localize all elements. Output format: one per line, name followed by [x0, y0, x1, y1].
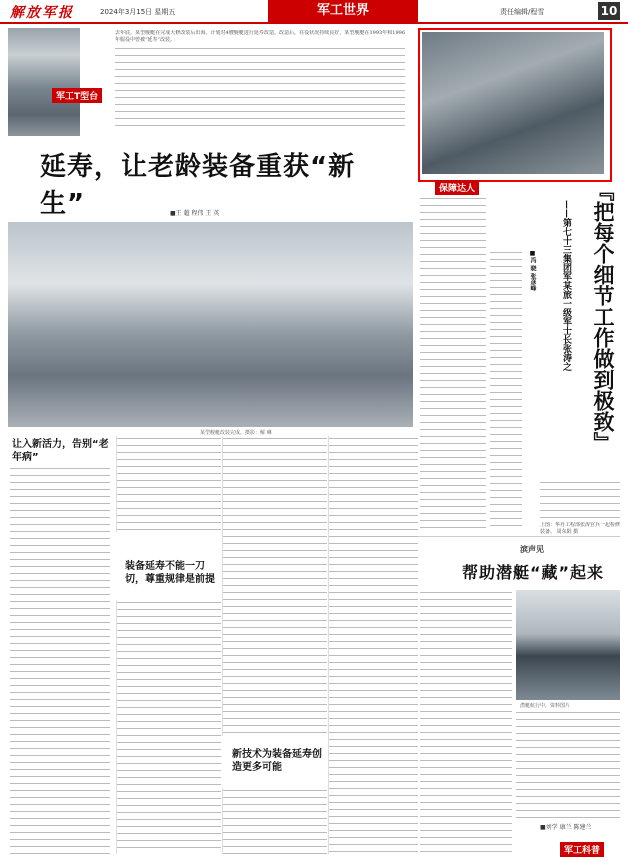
intro-paragraph: 去年底，某型舰艇在完成大修改装后出海，计划对4艘舰艇进行延寿改造。改造后，在役状况持续良好，某型舰艇在1993年和1996年服役中曾被“延寿”改装。 — [115, 30, 405, 43]
intro-photo — [8, 28, 80, 136]
feature-byline: ■王 超 程伟 王 英 — [170, 210, 220, 217]
bottom-text-col-2 — [516, 710, 620, 820]
profile-text-col-2 — [490, 250, 522, 532]
bottom-text-col-1 — [420, 590, 512, 854]
profile-photo — [422, 32, 604, 174]
ship-photo-caption: 某型舰艇改装完成。摄影：解 琳 — [200, 430, 272, 436]
submarine-caption: 潜艇航行中。资料图片 — [520, 703, 571, 709]
feature-headline: 延寿，让老龄装备重获“新生” — [40, 152, 356, 219]
page-number: 10 — [598, 2, 620, 20]
profile-subtitle: ——第七十三集团军某旅一级军士长张涛之 — [561, 200, 571, 371]
bottom-headline: 帮助潜艇“藏”起来 — [462, 563, 605, 582]
article-column-2b — [116, 600, 221, 854]
bottom-tag: 军工科普 — [560, 842, 604, 857]
ship-photo — [8, 222, 413, 427]
submarine-photo — [516, 590, 620, 700]
bottom-author: ■刘学 康兰 陈建兰 — [540, 824, 592, 831]
profile-title: 『把每个细节工作做到极致』 — [591, 180, 615, 453]
article-column-3 — [222, 436, 327, 736]
issue-date: 2024年3月15日 星期五 — [100, 8, 176, 16]
profile-text-col-3 — [540, 480, 620, 520]
profile-tag: 保障达人 — [435, 180, 479, 195]
subhead-2: 装备延寿不能一刀切，尊重规律是前提 — [125, 561, 215, 585]
profile-byline: ■冯 晓 张彦峰 — [529, 250, 536, 292]
article-column-4 — [328, 436, 418, 854]
bottom-kicker: 滨声见 — [520, 545, 544, 554]
section-divider — [418, 536, 620, 537]
subhead-1: 让入新活力，告别“老年病” — [12, 439, 109, 463]
newspaper-logo: 解放军报 — [10, 5, 74, 21]
article-column-3b — [222, 788, 327, 854]
profile-text-col-1 — [420, 196, 486, 532]
section-title: 军工世界 — [268, 0, 418, 22]
profile-signoff: 上图：华丹工程部张涛官兵一起检修装备。 周东阳 摄 — [540, 522, 620, 534]
feature-tag: 军工T型台 — [52, 88, 102, 103]
editor-credit: 责任编辑/程雪 — [500, 8, 545, 16]
intro-text — [115, 30, 405, 130]
article-column-2 — [116, 436, 221, 532]
article-column-1 — [10, 466, 110, 854]
subhead-3: 新技术为装备延寿创造更多可能 — [232, 749, 322, 773]
